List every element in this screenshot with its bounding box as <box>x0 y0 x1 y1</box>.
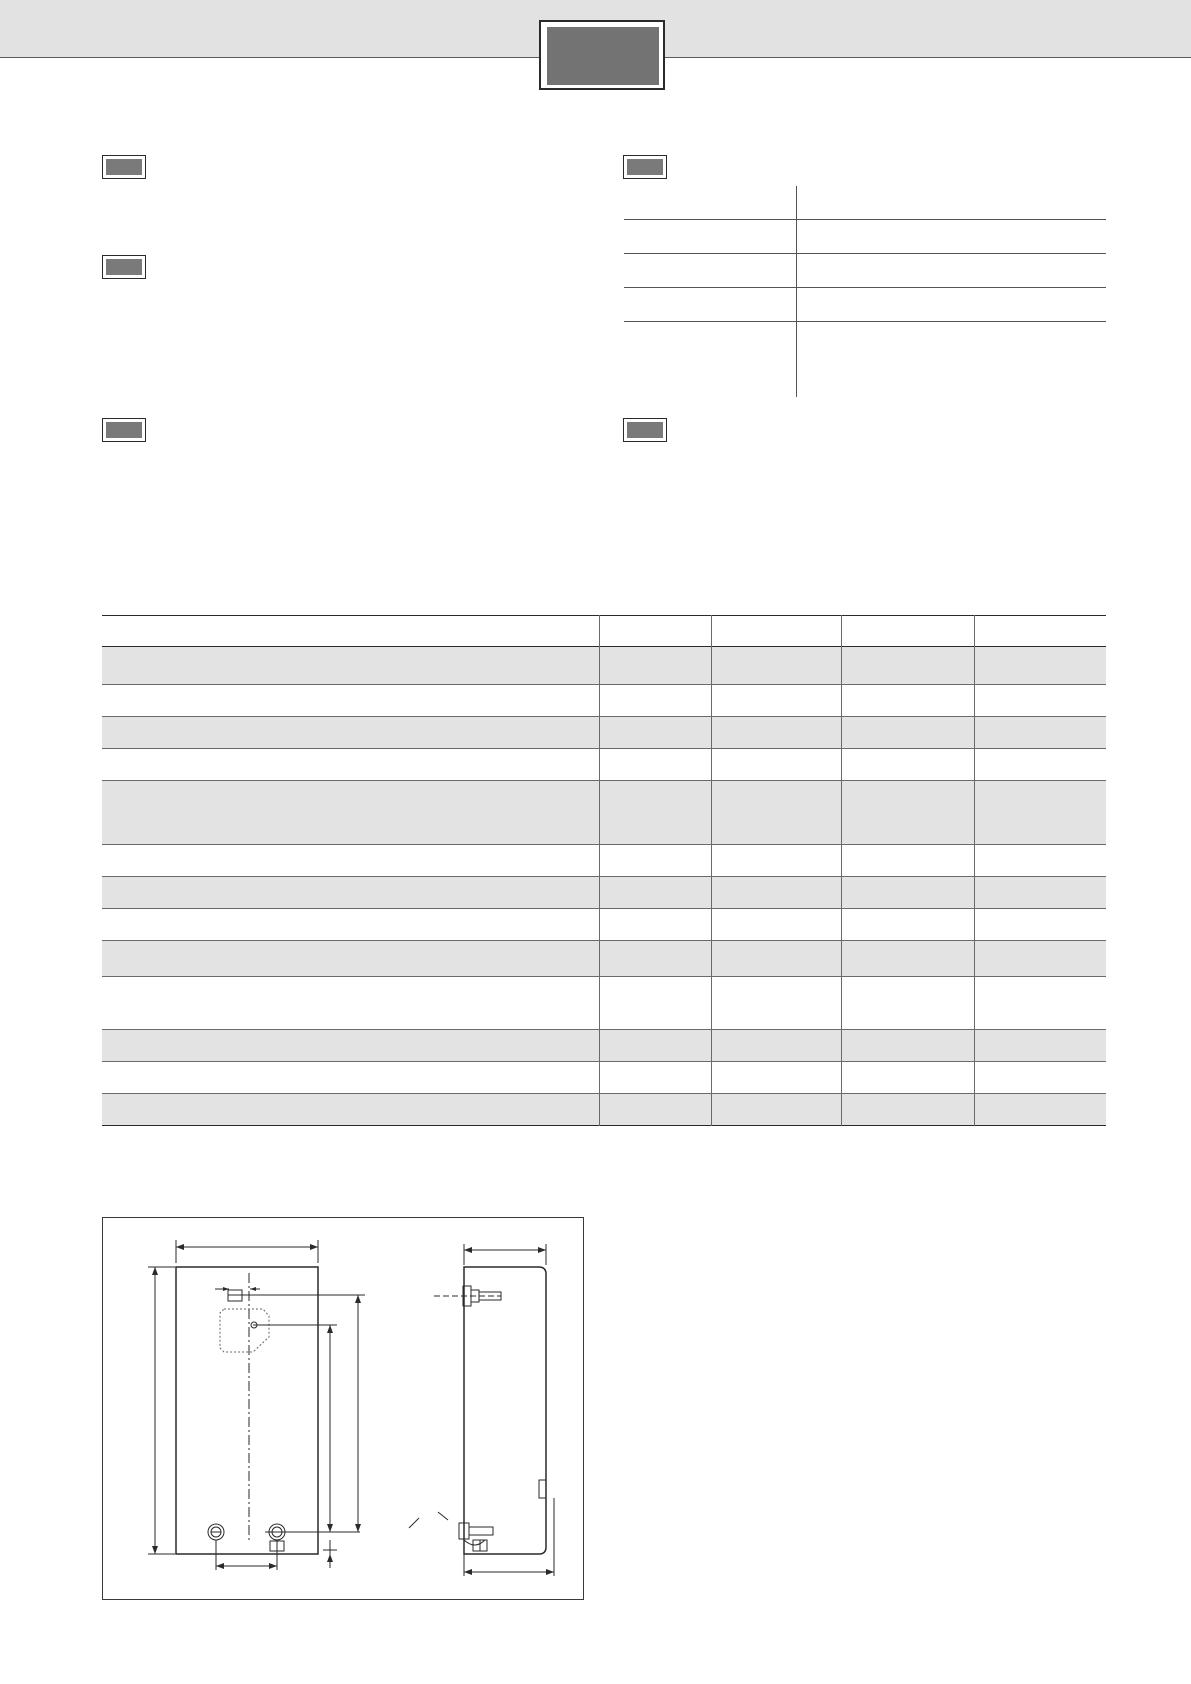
table-row <box>102 1062 1106 1094</box>
section-tag-1 <box>102 155 146 179</box>
spec-table <box>102 615 1106 1126</box>
table-row <box>102 781 1106 845</box>
table-row <box>102 977 1106 1030</box>
side-wall-plug <box>539 1480 546 1498</box>
table-column-divider <box>841 615 842 1126</box>
table-column-divider <box>711 615 712 1126</box>
right-table-rule <box>624 219 1106 220</box>
table-row <box>102 749 1106 781</box>
leader-line <box>409 1518 419 1528</box>
right-table-rule <box>624 287 1106 288</box>
section-tag-4 <box>623 155 667 179</box>
table-row <box>102 845 1106 877</box>
table-row <box>102 647 1106 685</box>
table-row <box>102 1094 1106 1126</box>
section-tag-2 <box>102 255 146 279</box>
dimension-drawing <box>102 1217 584 1600</box>
table-row <box>102 685 1106 717</box>
right-table-rule <box>624 253 1106 254</box>
front-view-body <box>176 1267 318 1554</box>
table-row <box>102 717 1106 749</box>
hanging-cutout <box>220 1309 269 1352</box>
section-tag-3 <box>102 418 146 442</box>
chapter-tab-fill <box>547 27 659 85</box>
table-column-divider <box>599 615 600 1126</box>
side-view-body <box>464 1267 546 1554</box>
right-table-divider <box>796 186 797 397</box>
table-row <box>102 877 1106 909</box>
table-header-row <box>102 615 1106 647</box>
table-row <box>102 941 1106 977</box>
right-table-rule <box>624 321 1106 322</box>
table-column-divider <box>974 615 975 1126</box>
section-tag-5 <box>623 418 667 442</box>
table-row <box>102 1030 1106 1062</box>
table-row <box>102 909 1106 941</box>
drawing-svg <box>103 1218 585 1601</box>
